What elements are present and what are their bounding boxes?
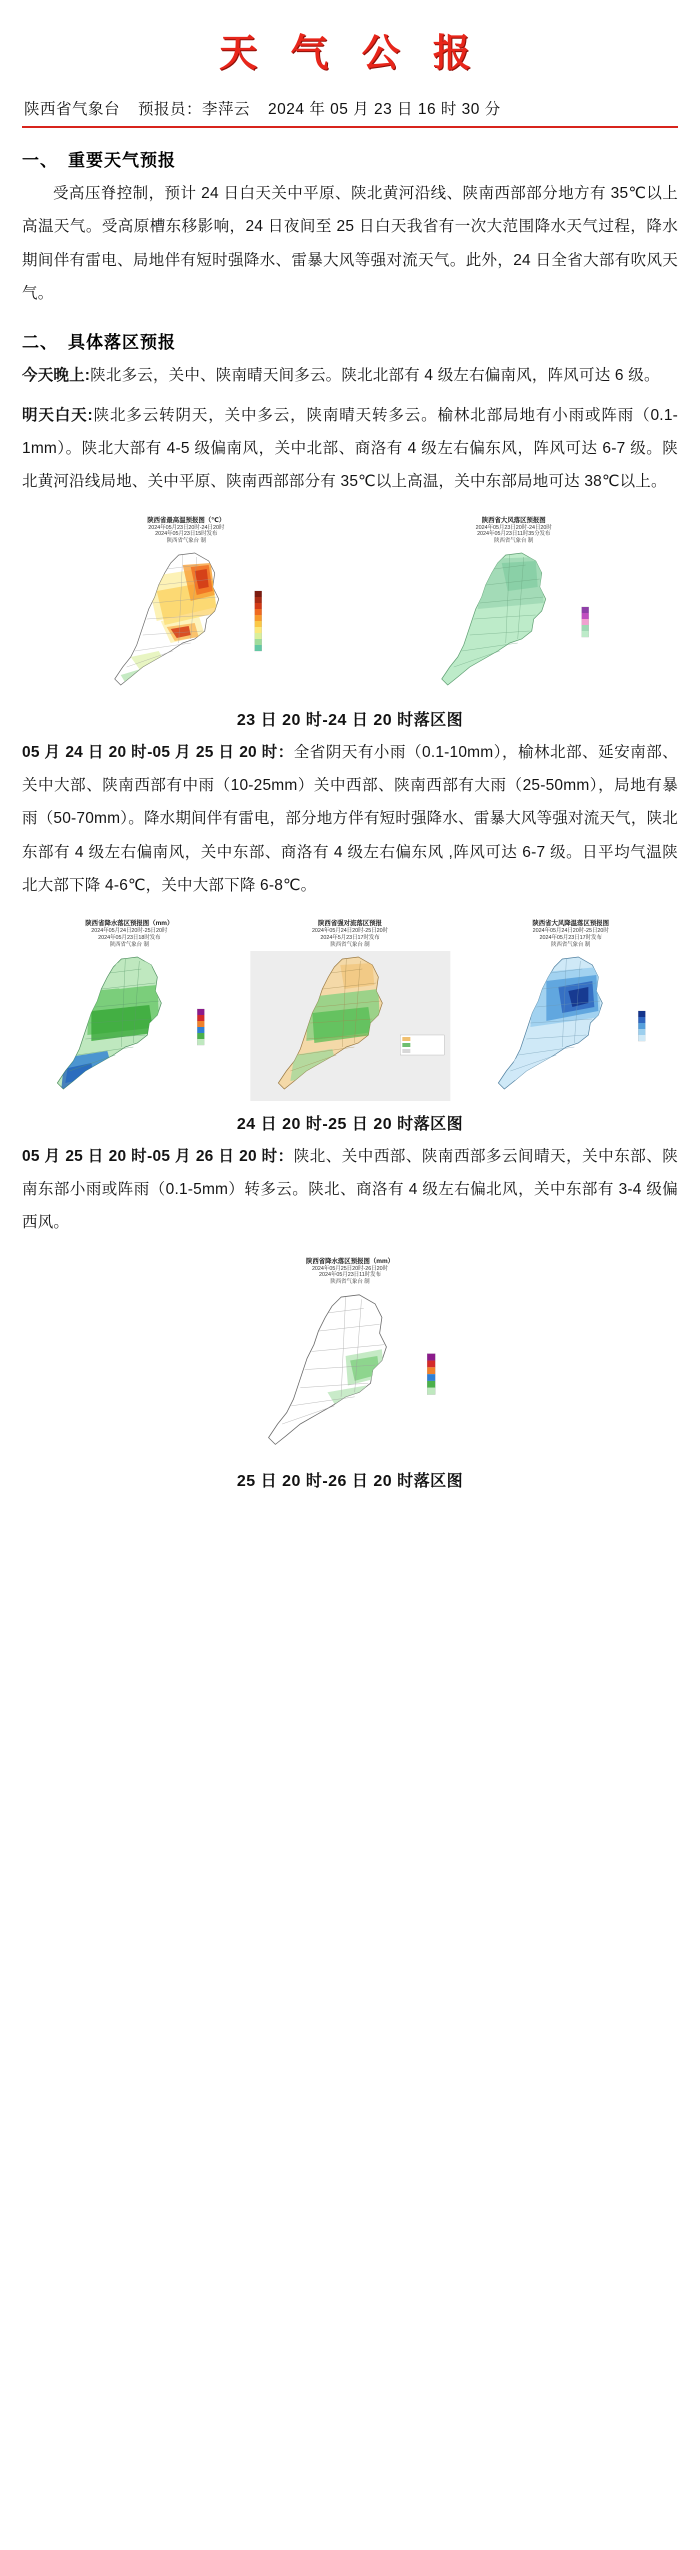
forecast-block-tonight xyxy=(22,359,678,392)
map-card-precip xyxy=(22,916,237,1102)
section-number-1: 一、 xyxy=(22,151,58,170)
map-canvas-precip-2 xyxy=(197,1288,503,1458)
forecast-text-tomorrow: 陕北多云转阴天，关中多云，陕南晴天转多云。榆林北部局地有小雨或阵雨（0.1-1mm）。陕北大部有 4-5 级偏南风，关中北部、商洛有 4 级左右偏东风，阵风可达 6-7 级。陕北黄河沿线局地、关中平原、陕南西部部分有 35℃以上高温，关中东部局地可达 38℃以上。 xyxy=(22,406,678,491)
map-title-block-max-temp xyxy=(27,515,346,545)
page-title: 天 气 公 报 xyxy=(219,31,481,75)
legend-box-convection xyxy=(400,1035,444,1055)
map-title-block-convection xyxy=(244,918,457,948)
map-canvas-precip xyxy=(23,951,236,1101)
map-card-precip-2 xyxy=(196,1254,504,1460)
map-subtitle-source: 陕西省气象台 制 xyxy=(109,941,149,948)
map-title-block-gale xyxy=(354,515,673,545)
map-subtitle-period: 2024年05月24日20时-25日20时 xyxy=(311,928,389,935)
forecast-lead-day3: 05 月 25 日 20 时-05 月 26 日 20 时： xyxy=(22,1147,294,1165)
map-title: 陕西省大风降温落区预报图 xyxy=(532,920,610,928)
shaanxi-convection-svg xyxy=(244,951,457,1101)
issuer-line xyxy=(22,91,678,128)
figure-caption-3: 25 日 20 时-26 日 20 时落区图 xyxy=(236,1472,464,1490)
forecast-text-tonight: 陕北多云，关中、陕南晴天间多云。陕北北部有 4 级左右偏南风，阵风可达 6 级。 xyxy=(90,367,660,385)
forecast-block-day2 xyxy=(22,736,678,903)
map-canvas-gale xyxy=(354,547,673,697)
map-title: 陕西省降水落区预报图（mm） xyxy=(305,1257,395,1265)
map-subtitle-period: 2024年05月25日20时-26日20时 xyxy=(311,1265,389,1272)
forecast-lead-day2: 05 月 24 日 20 时-05 月 25 日 20 时： xyxy=(22,743,294,761)
map-subtitle-period: 2024年05月23日20时-24日20时 xyxy=(148,524,225,531)
issue-time: 2024 年 05 月 23 日 16 时 30 分 xyxy=(268,101,501,118)
forecast-block-tomorrow xyxy=(22,399,678,499)
legend-colorbar-precip-2 xyxy=(427,1353,435,1394)
section-title-2: 具体落区预报 xyxy=(68,333,176,353)
legend-colorbar-precip xyxy=(197,1009,204,1045)
forecast-lead-tonight: 今天晚上: xyxy=(22,367,91,385)
map-subtitle-period: 2024年05月24日20时-25日20时 xyxy=(532,928,609,935)
map-canvas-convection xyxy=(244,951,457,1101)
shaanxi-temp-drop-svg xyxy=(464,951,677,1101)
section-heading-2 xyxy=(22,328,678,353)
figure-caption-1: 23 日 20 时-24 日 20 时落区图 xyxy=(236,711,464,729)
map-row-2 xyxy=(22,916,678,1102)
section-1-paragraph: 受高压脊控制，预计 24 日白天关中平原、陕北黄河沿线、陕南西部部分地方有 35℃以上高温天气。受高原槽东移影响，24 日夜间至 25 日白天我省有一次大范围降水天气过程，降水期间伴有雷电、局地伴有短时强降水、雷暴大风等强对流天气。此外，24 日全省大部有吹风天气。 xyxy=(22,185,678,302)
forecast-lead-tomorrow: 明天白天: xyxy=(22,406,93,424)
map-row-1 xyxy=(22,513,678,699)
map-card-gale xyxy=(353,513,674,699)
figure-group-2 xyxy=(22,916,678,1133)
map-title: 陕西省最高温预报图（℃） xyxy=(147,516,226,524)
figure-group-3 xyxy=(22,1254,678,1491)
map-title: 陕西省降水落区预报图（mm） xyxy=(85,920,174,928)
issuer-org: 陕西省气象台 xyxy=(24,101,121,118)
forecast-text-day2: 全省阴天有小雨（0.1-10mm），榆林北部、延安南部、关中大部、陕南西部有中雨（10-25mm）关中西部、陕南西部有大雨（25-50mm），局地有暴雨（50-70mm）。降水期间伴有雷电，部分地方伴有短时强降水、雷暴大风等强对流天气，陕北东部有 4 级左右偏南风，关中东部、商洛有 4 级左右偏东风 ,阵风可达 6-7 级。日平均气温陕北大部下降 4-6℃，关中大部下降 6-8℃。 xyxy=(22,743,679,894)
map-card-max-temp xyxy=(26,513,347,699)
map-subtitle-issued: 2024年05月23日17时发布 xyxy=(539,935,602,942)
map-card-convection xyxy=(243,916,458,1102)
figure-group-1 xyxy=(22,513,678,730)
shaanxi-precip-2-svg xyxy=(197,1288,503,1458)
map-subtitle-issued: 2024年5月23日17时发布 xyxy=(320,935,380,942)
map-title: 陕西省强对流落区预报 xyxy=(318,920,382,928)
map-subtitle-issued: 2024年05月23日11时35分发布 xyxy=(477,531,551,538)
legend-colorbar-gale xyxy=(582,607,589,637)
shaanxi-gale-svg xyxy=(354,547,673,697)
map-subtitle-period: 2024年05月23日20时-24日20时 xyxy=(475,524,552,531)
section-heading-1 xyxy=(22,146,678,171)
map-subtitle-issued: 2024年05月23日15时发布 xyxy=(155,531,218,538)
map-subtitle-issued: 2024年05月23日11时发布 xyxy=(319,1272,381,1279)
legend-colorbar-temp-drop xyxy=(639,1011,646,1041)
forecast-text-day3: 陕北、关中西部、陕南西部多云间晴天，关中东部、陕南东部小雨或阵雨（0.1-5mm）转多云。陕北、商洛有 4 级左右偏北风，关中东部有 3-4 级偏西风。 xyxy=(22,1147,678,1232)
map-subtitle-issued: 2024年05月23日18时发布 xyxy=(98,935,161,942)
map-canvas-max-temp xyxy=(27,547,346,697)
figure-caption-2: 24 日 20 时-25 日 20 时落区图 xyxy=(236,1115,464,1133)
map-canvas-temp-drop xyxy=(464,951,677,1101)
legend-colorbar-max-temp xyxy=(254,591,261,651)
map-subtitle-source: 陕西省气象台 制 xyxy=(330,941,370,948)
map-title-block-temp-drop xyxy=(464,918,677,948)
map-subtitle-period: 2024年05月24日20时-25日20时 xyxy=(91,928,168,935)
shaanxi-precip-svg xyxy=(23,951,236,1101)
forecaster-label: 预报员：李萍云 xyxy=(138,101,251,118)
map-subtitle-source: 陕西省气象台 制 xyxy=(494,538,534,544)
section-number-2: 二、 xyxy=(22,333,58,353)
map-title-block-precip xyxy=(23,918,236,948)
map-subtitle-source: 陕西省气象台 制 xyxy=(166,538,206,544)
map-subtitle-source: 陕西省气象台 制 xyxy=(330,1279,370,1285)
section-title-1: 重要天气预报 xyxy=(68,151,176,170)
forecast-block-day3 xyxy=(22,1140,678,1240)
map-row-3 xyxy=(22,1254,678,1460)
map-card-temp-drop xyxy=(463,916,678,1102)
map-title-block-precip-2 xyxy=(197,1256,503,1286)
map-subtitle-source: 陕西省气象台 制 xyxy=(551,941,591,948)
shaanxi-max-temp-svg xyxy=(27,547,346,697)
map-title: 陕西省大风落区预报图 xyxy=(481,516,546,524)
